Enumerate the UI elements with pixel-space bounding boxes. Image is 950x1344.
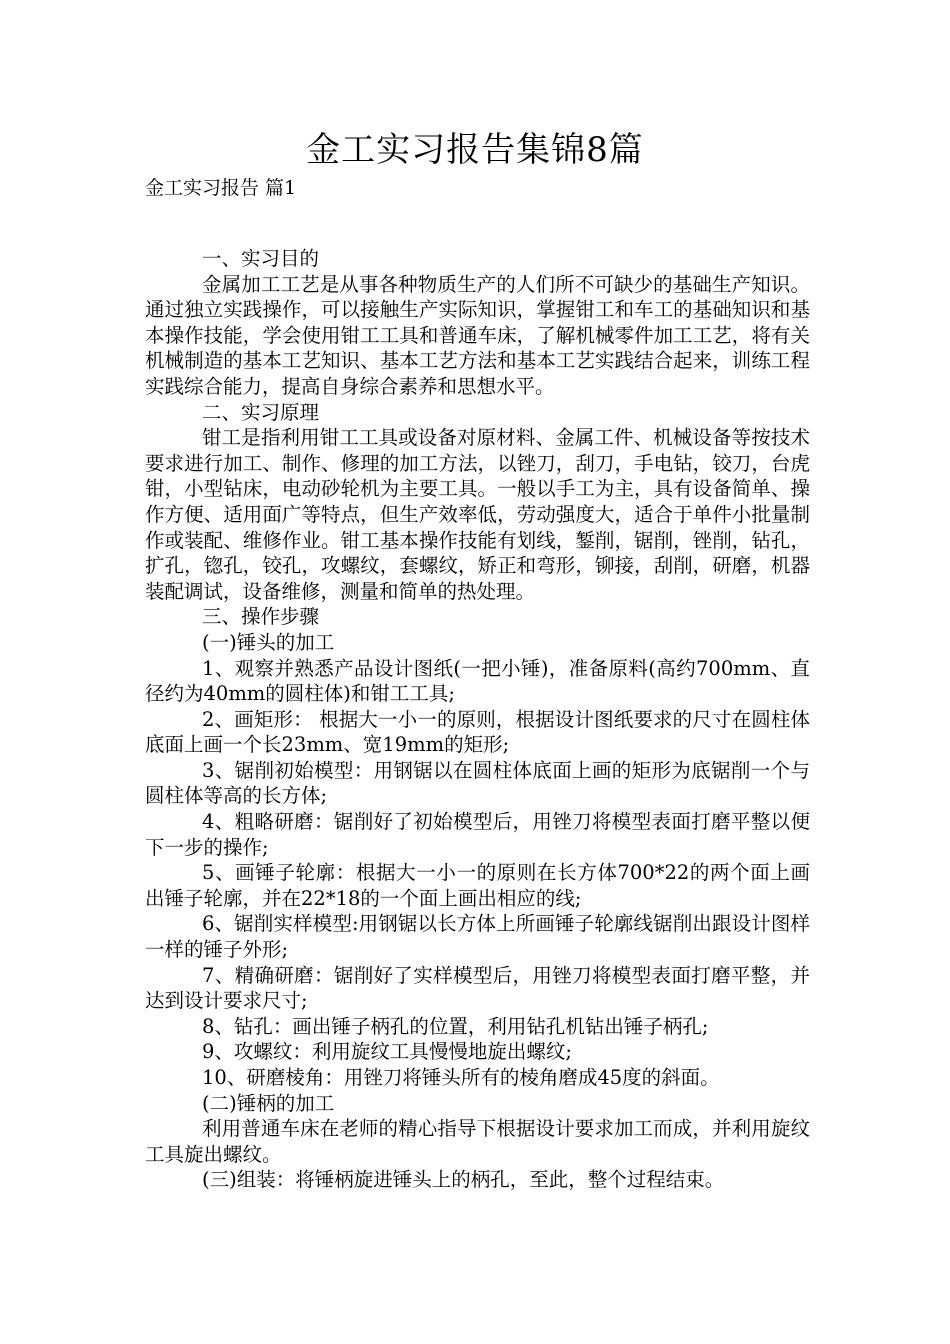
document-title: 金工实习报告集锦8篇 — [306, 130, 644, 170]
section-heading-principle: 二、实习原理 — [202, 400, 320, 424]
paragraph-principle: 钳工是指利用钳工工具或设备对原材料、金属工件、机械设备等按技术要求进行加工、制作、修理的加工方法，以锉刀，刮刀，手电钻，铰刀，台虎钳，小型钻床，电动砂轮机为主要工具。一般以手工为主，具有设备简单、操作方便、适用面广等特点，但生产效率低，劳动强度大，适合于单件小批量制作或装配、维修作业。钳工基本操作技能有划线，錾削，锯削，锉削，钻孔，扩孔，锪孔，铰孔，攻螺纹，套螺纹，矫正和弯形，铆接，刮削，研磨，机器装配调试，设备维修，测量和简单的热处理。 — [145, 426, 810, 603]
step-2: 2、画矩形： 根据大一小一的原则，根据设计图纸要求的尺寸在圆柱体底面上画一个长23mm、宽19mm的矩形; — [145, 707, 810, 757]
paragraph-hammer-handle: 利用普通车床在老师的精心指导下根据设计要求加工而成，并利用旋纹工具旋出螺纹。 — [145, 1117, 810, 1166]
paragraph-assembly: (三)组装：将锤柄旋进锤头上的柄孔，至此，整个过程结束。 — [202, 1168, 725, 1192]
section-heading-steps: 三、操作步骤 — [202, 605, 320, 629]
step-6: 6、锯削实样模型:用钢锯以长方体上所画锤子轮廓线锯削出跟设计图样一样的锤子外形; — [145, 912, 810, 962]
section-heading-purpose: 一、实习目的 — [202, 247, 320, 270]
document-subtitle: 金工实习报告 篇1 — [145, 177, 297, 199]
step-10: 10、研磨棱角：用锉刀将锤头所有的棱角磨成45度的斜面。 — [202, 1066, 720, 1089]
step-1: 1、观察并熟悉产品设计图纸(一把小锤)，准备原料(高约700mm、直径约为40mm的圆柱体)和钳工工具; — [145, 656, 810, 706]
step-3: 3、锯削初始模型：用钢锯以在圆柱体底面上画的矩形为底锯削一个与圆柱体等高的长方体; — [145, 758, 810, 808]
step-9: 9、攻螺纹：利用旋纹工具慢慢地旋出螺纹; — [202, 1040, 572, 1064]
step-7: 7、精确研磨：锯削好了实样模型后，用锉刀将模型表面打磨平整，并达到设计要求尺寸; — [145, 963, 810, 1013]
step-5: 5、画锤子轮廓：根据大一小一的原则在长方体700*22的两个面上画出锤子轮廓，并在22*18的一个面上画出相应的线; — [145, 861, 810, 910]
step-8: 8、钻孔：画出锤子柄孔的位置，利用钻孔机钻出锤子柄孔; — [202, 1014, 709, 1038]
subheading-hammer-head: (一)锤头的加工 — [202, 630, 335, 654]
document-body — [145, 246, 810, 1193]
subheading-hammer-handle: (二)锤柄的加工 — [202, 1091, 335, 1115]
step-4: 4、粗略研磨：锯削好了初始模型后，用锉刀将模型表面打磨平整以便下一步的操作; — [145, 810, 810, 859]
paragraph-purpose: 金属加工工艺是从事各种物质生产的人们所不可缺少的基础生产知识。通过独立实践操作，可以接触生产实际知识，掌握钳工和车工的基础知识和基本操作技能，学会使用钳工工具和普通车床，了解机械零件加工工艺，将有关机械制造的基本工艺知识、基本工艺方法和基本工艺实践结合起来，训练工程实践综合能力，提高自身综合素养和思想水平。 — [145, 272, 810, 398]
